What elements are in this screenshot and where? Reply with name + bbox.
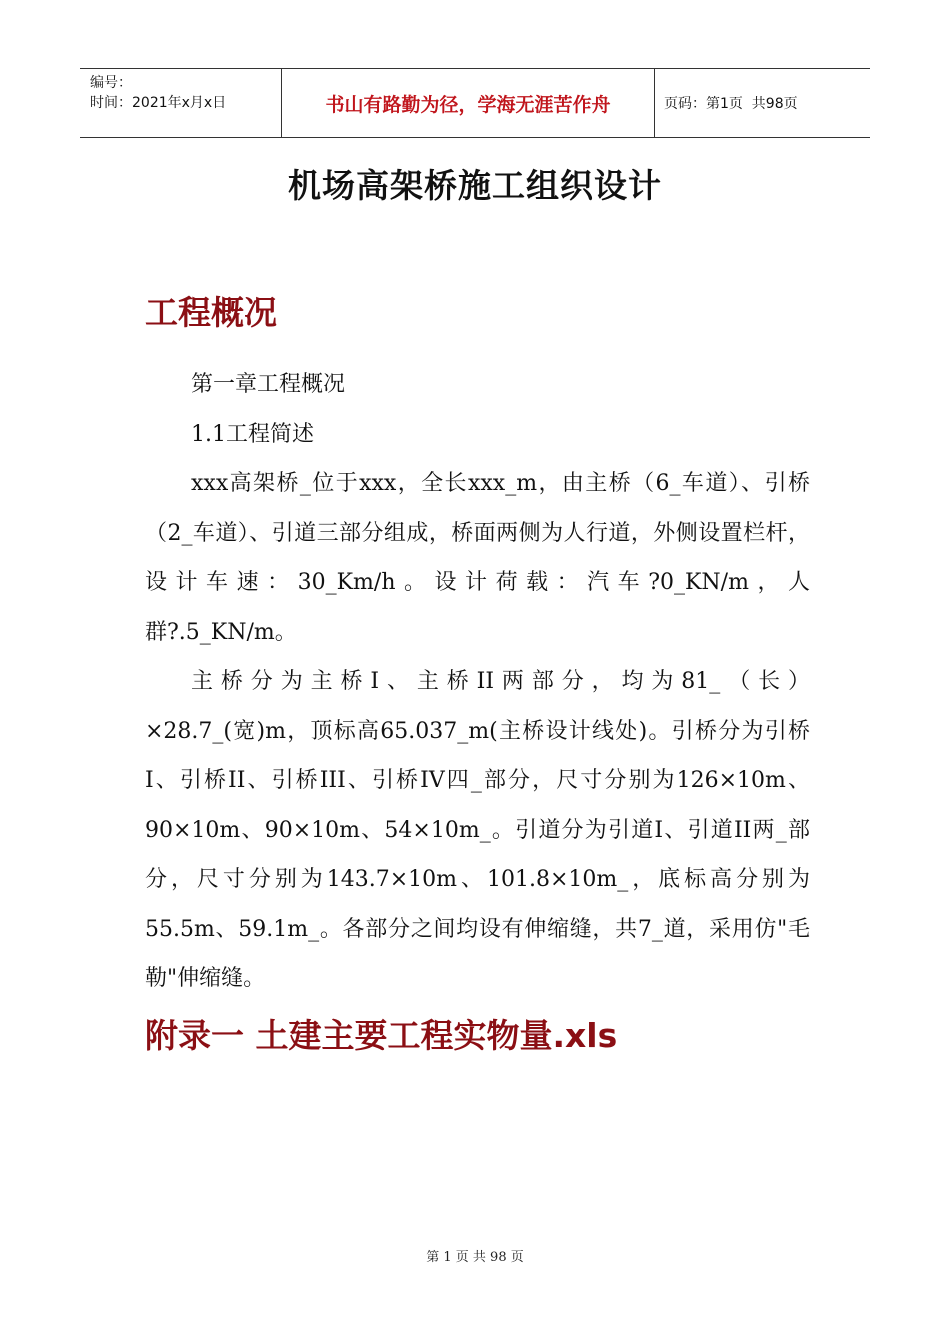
section-heading-overview: 工程概况: [145, 293, 277, 332]
header-page-info: 页码：第1页 共98页: [664, 96, 798, 112]
header-motto: 书山有路勤为径，学海无涯苦作舟: [325, 93, 611, 116]
document-date: 时间：2021年x月x日: [90, 95, 227, 111]
header-meta: [90, 73, 280, 113]
document-number-label: 编号：: [90, 75, 132, 91]
subsection-heading: 1.1工程简述: [191, 421, 314, 447]
page-footer: 第 1 页 共 98 页: [426, 1250, 524, 1265]
header-divider: [654, 69, 655, 137]
document-title: 机场高架桥施工组织设计: [288, 166, 662, 205]
page-header: [80, 68, 870, 138]
body-paragraph: xxx高架桥_位于xxx，全长xxx_m，由主桥（6_车道）、引桥（2_车道）、引道三部分组成，桥面两侧为人行道，外侧设置栏杆，设计车速：30_Km/h。设计荷载：汽车?0_KN/m，人群?.5_KN/m。: [145, 471, 810, 645]
chapter-heading: 第一章工程概况: [191, 372, 346, 397]
appendix-heading: 附录一 土建主要工程实物量.xls: [145, 1016, 618, 1055]
document-body: [145, 360, 810, 1004]
body-paragraph: 主桥分为主桥I、主桥II两部分，均为81_（长）×28.7_(宽)m，顶标高65.037_m(主桥设计线处)。引桥分为引桥I、引桥II、引桥III、引桥IV四_部分，尺寸分别为126×10m、90×10m、90×10m、54×10m_。引道分为引道I、引道II两_部分，尺寸分别为143.7×10m、101.8×10m_，底标高分别为55.5m、59.1m_。各部分之间均设有伸缩缝，共7_道，采用仿"毛勒"伸缩缝。: [145, 669, 810, 991]
